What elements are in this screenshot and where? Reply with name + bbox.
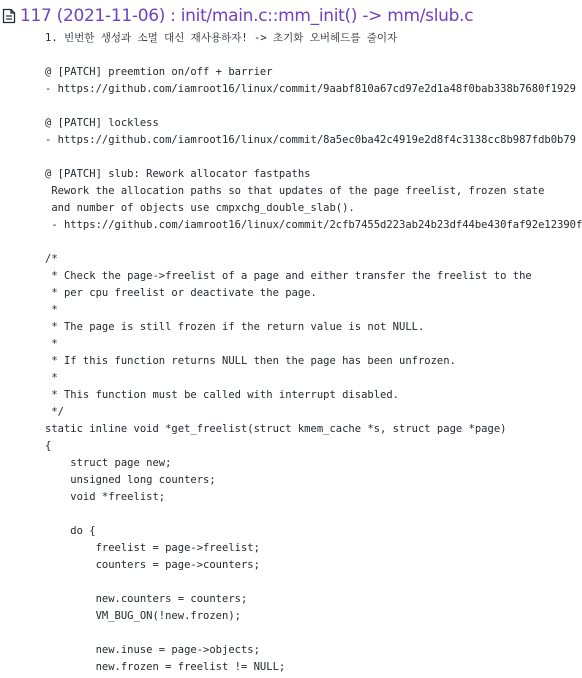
code-line (45, 506, 582, 523)
code-line (45, 234, 582, 251)
code-line (45, 149, 582, 166)
code-line: * per cpu freelist or deactivate the page. (45, 287, 317, 299)
page-header (0, 4, 473, 28)
code-line: new.frozen = freelist != NULL; (45, 661, 286, 673)
code-line: struct page new; (45, 457, 172, 469)
code-line (45, 625, 582, 642)
code-line: * (45, 338, 58, 350)
code-line: VM_BUG_ON(!new.frozen); (45, 610, 241, 622)
code-line: unsigned long counters; (45, 474, 216, 486)
code-line: new.counters = counters; (45, 593, 248, 605)
code-line (45, 47, 582, 64)
page-title: 117 (2021-11-06) : init/main.c::mm_init() -> mm/slub.c (20, 6, 474, 26)
code-line: * (45, 304, 58, 316)
code-line: do { (45, 525, 96, 537)
code-line: @ [PATCH] slub: Rework allocator fastpaths (45, 168, 311, 180)
code-line: { (45, 440, 52, 452)
code-line: * If this function returns NULL then the page has been unfrozen. (45, 355, 456, 367)
code-line: new.inuse = page->objects; (45, 644, 260, 656)
code-line: Rework the allocation paths so that updates of the page freelist, frozen state (45, 185, 545, 197)
code-line: freelist = page->freelist; (45, 542, 260, 554)
code-line: - https://github.com/iamroot16/linux/commit/8a5ec0ba42c4919e2d8f4c3138cc8b987fdb0b79 (45, 134, 577, 146)
code-line: @ [PATCH] preemtion on/off + barrier (45, 66, 273, 78)
code-line: static inline void *get_freelist(struct kmem_cache *s, struct page *page) (45, 423, 507, 435)
code-line: /* (45, 253, 58, 265)
document-icon (2, 8, 16, 24)
code-line (45, 98, 582, 115)
code-line: void *freelist; (45, 491, 166, 503)
code-line: * The page is still frozen if the return value is not NULL. (45, 321, 425, 333)
code-line: and number of objects use cmpxchg_double_slab(). (45, 202, 355, 214)
code-line: * This function must be called with interrupt disabled. (45, 389, 400, 401)
code-line: * Check the page->freelist of a page and either transfer the freelist to the (45, 270, 532, 282)
code-line: */ (45, 406, 64, 418)
code-line (45, 574, 582, 591)
code-line: @ [PATCH] lockless (45, 117, 159, 129)
code-line: counters = page->counters; (45, 559, 260, 571)
code-line: 1. 빈번한 생성과 소멸 대신 재사용하자! -> 초기화 오버헤드를 줄이자 (45, 32, 398, 44)
code-line: * (45, 372, 58, 384)
code-line: - https://github.com/iamroot16/linux/commit/2cfb7455d223ab24b23df44be430faf92e12390f (45, 219, 582, 231)
code-block (45, 30, 582, 676)
code-line: - https://github.com/iamroot16/linux/commit/9aabf810a67cd97e2d1a48f0bab338b7680f1929 (45, 83, 577, 95)
